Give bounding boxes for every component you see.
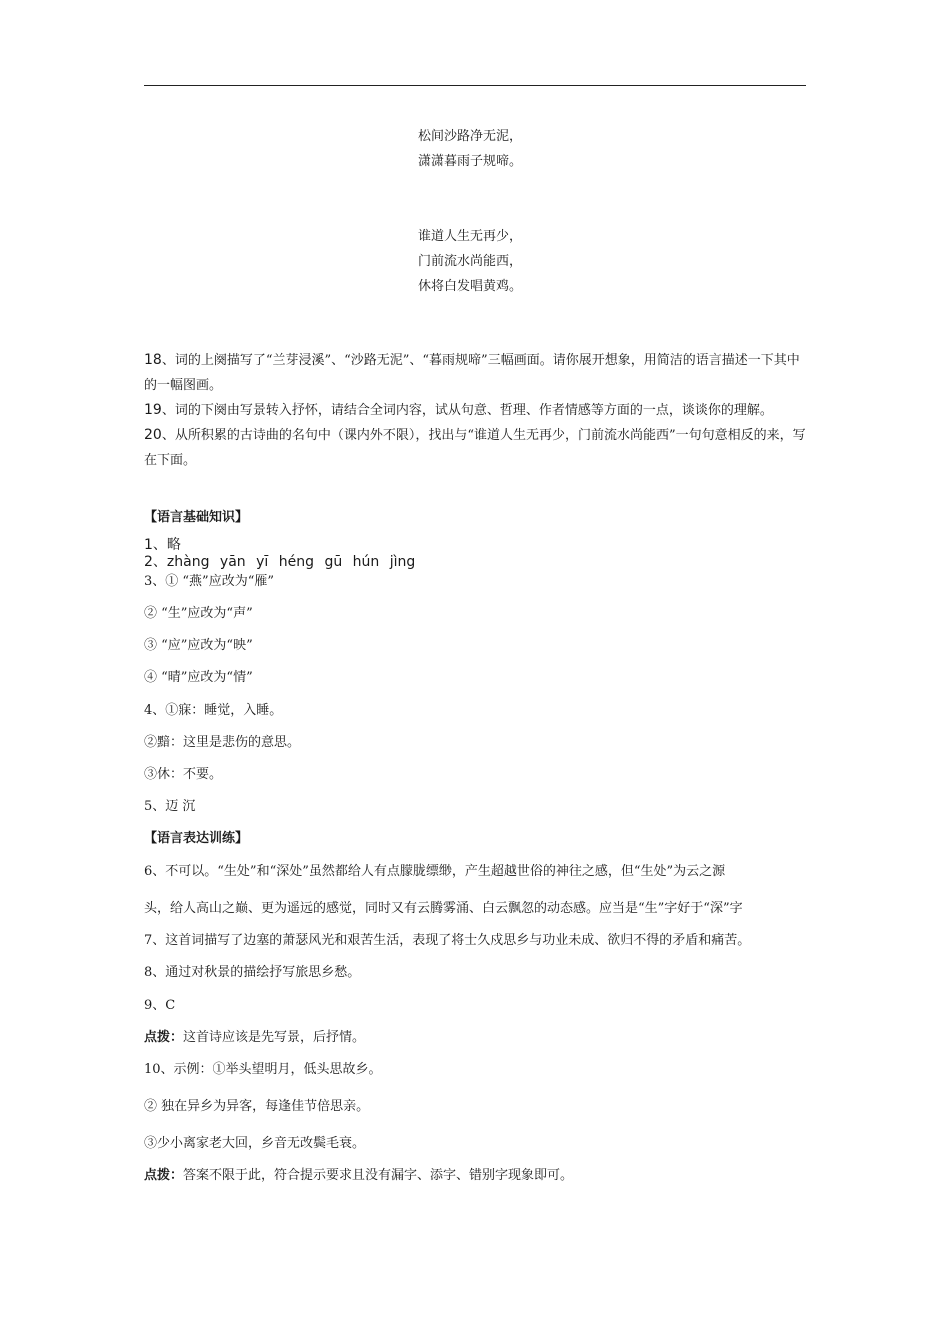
question-text: 、词的下阕由写景转入抒怀，请结合全词内容，试从句意、哲理、作者情感等方面的一点，谈谈你的理解。 bbox=[161, 403, 773, 418]
poem-stanza-1 bbox=[418, 124, 718, 174]
answer-10-1: 10、示例：①举头望明月，低头思故乡。 bbox=[144, 1062, 382, 1077]
answer-9: 9、C bbox=[144, 998, 176, 1013]
poem-line: 潇潇暮雨子规啼。 bbox=[418, 154, 523, 169]
answer-3-3: ③ “应”应改为“映” bbox=[144, 638, 253, 653]
answer-4-1: 4、①寐：睡觉，入睡。 bbox=[144, 703, 283, 718]
poem-line: 松间沙路净无泥， bbox=[418, 129, 523, 144]
poem-line: 休将白发唱黄鸡。 bbox=[418, 279, 523, 294]
answer-8: 8、通过对秋景的描绘抒写旅思乡愁。 bbox=[144, 965, 361, 980]
answer-3-1: 3、① “燕”应改为“雁” bbox=[144, 574, 274, 589]
answer-4-3: ③休：不要。 bbox=[144, 767, 223, 782]
answer-2 bbox=[144, 553, 824, 572]
question-number: 20 bbox=[144, 427, 162, 443]
section-title-expression-training: 【语言表达训练】 bbox=[144, 831, 249, 846]
section-title-basic-knowledge: 【语言基础知识】 bbox=[144, 510, 249, 525]
answer-6-line-2: 头，给人高山之巅、更为遥远的感觉，同时又有云腾雾涌、白云飘忽的动态感。应当是“生”字好于“深”字 bbox=[144, 901, 743, 916]
tip-label: 点拨： bbox=[144, 1168, 184, 1183]
answer-10-3: ③少小离家老大回，乡音无改鬓毛衰。 bbox=[144, 1136, 366, 1151]
question-number: 18 bbox=[144, 352, 162, 368]
question-text: 、从所积累的古诗曲的名句中（课内外不限），找出与“谁道人生无再少，门前流水尚能西”一句句意相反的来，写在下面。 bbox=[144, 428, 806, 468]
tip-1 bbox=[144, 1029, 824, 1047]
answer-5: 5、迈 沉 bbox=[144, 799, 196, 814]
poem-stanza-2 bbox=[418, 224, 718, 299]
answer-7: 7、这首词描写了边塞的萧瑟风光和艰苦生活，表现了将士久戍思乡与功业未成、欲归不得的矛盾和痛苦。 bbox=[144, 933, 751, 948]
answer-10-2: ② 独在异乡为异客，每逢佳节倍思亲。 bbox=[144, 1099, 370, 1114]
question-20 bbox=[144, 423, 810, 473]
answer-6-line-1: 6、不可以。“生处”和“深处”虽然都给人有点朦胧缥缈，产生超越世俗的神往之感，但“生处”为云之源 bbox=[144, 864, 726, 879]
question-text: 、词的上阕描写了“兰芽浸溪”、“沙路无泥”、“暮雨规啼”三幅画面。请你展开想象，用简洁的语言描述一下其中的一幅图画。 bbox=[144, 353, 800, 393]
poem-line: 门前流水尚能西， bbox=[418, 254, 523, 269]
answer-3-2: ② “生”应改为“声” bbox=[144, 606, 253, 621]
answer-2-prefix: 2、 bbox=[144, 554, 167, 570]
answer-1: 1、略 bbox=[144, 537, 181, 553]
question-18 bbox=[144, 348, 810, 398]
tip-text: 答案不限于此，符合提示要求且没有漏字、添字、错别字现象即可。 bbox=[183, 1168, 574, 1183]
answer-2-pinyin: zhàng yān yī héng gū hún jìng bbox=[166, 554, 416, 570]
header-rule bbox=[144, 85, 806, 86]
poem-line: 谁道人生无再少， bbox=[418, 229, 523, 244]
tip-text: 这首诗应该是先写景，后抒情。 bbox=[183, 1030, 366, 1045]
question-number: 19 bbox=[144, 402, 162, 418]
tip-label: 点拨： bbox=[144, 1030, 184, 1045]
tip-2 bbox=[144, 1167, 824, 1185]
answer-3-4: ④ “晴”应改为“情” bbox=[144, 670, 253, 685]
question-19 bbox=[144, 398, 810, 423]
answer-4-2: ②黯：这里是悲伤的意思。 bbox=[144, 735, 301, 750]
